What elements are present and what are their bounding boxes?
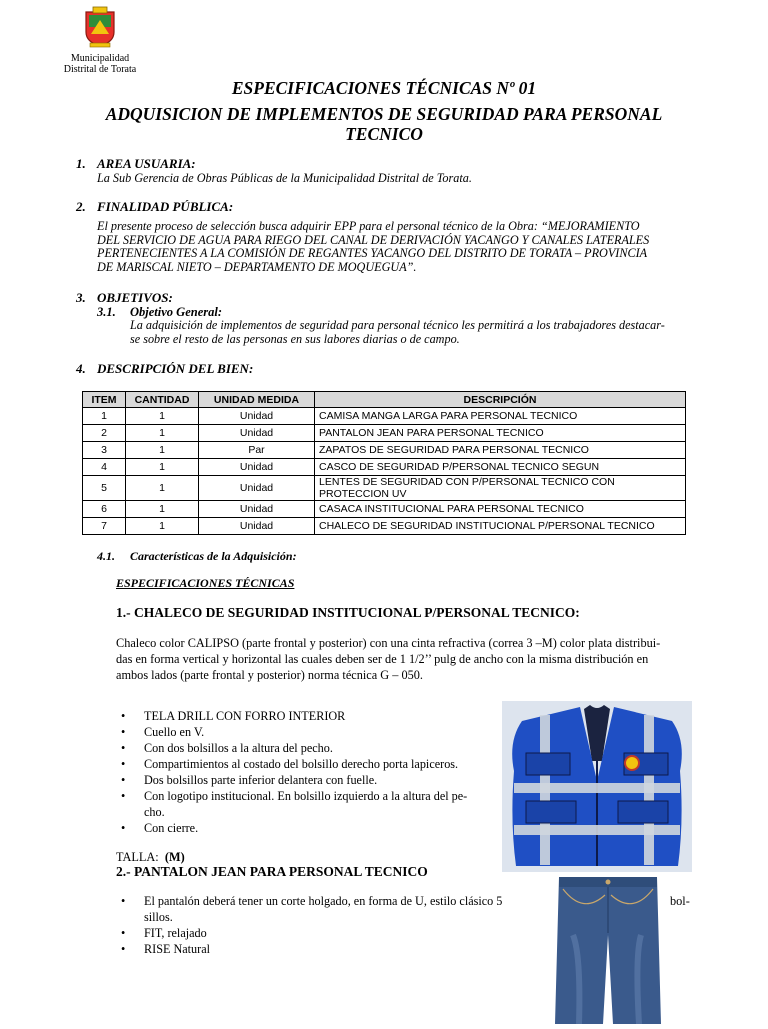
section-3-paragraph: [130, 319, 698, 346]
cell-cantidad: 1: [126, 442, 199, 459]
list-item: • TELA DRILL CON FORRO INTERIOR: [116, 708, 496, 724]
vest-photo: [502, 701, 692, 872]
section-2-number: 2.: [76, 199, 86, 214]
jeans-photo: [553, 875, 663, 1024]
table-row: [83, 501, 686, 518]
cell-item: 1: [83, 408, 126, 425]
table-row: [83, 408, 686, 425]
list-item: • Con dos bolsillos a la altura del pecho.: [116, 740, 496, 756]
cell-unidad: Unidad: [199, 518, 315, 535]
column-header-item: ITEM: [83, 392, 126, 408]
org-name-line1: Municipalidad: [70, 53, 130, 64]
column-header-unidad-medida: UNIDAD MEDIDA: [199, 392, 315, 408]
cell-cantidad: 1: [126, 518, 199, 535]
column-header-cantidad: CANTIDAD: [126, 392, 199, 408]
item-1-line: Chaleco color CALIPSO (parte frontal y posterior) con una cinta refractiva (correa 3 –M) color plata distribui-: [116, 636, 661, 650]
cell-item: 2: [83, 425, 126, 442]
coat-of-arms-icon: [82, 6, 118, 48]
list-item: • RISE Natural: [116, 941, 546, 957]
subsection-4-1-number: 4.1.: [97, 549, 115, 563]
section-3-heading: OBJETIVOS:: [97, 290, 173, 305]
section-2-line: DE MARISCAL NIETO – DEPARTAMENTO DE MOQUEGUA”.: [97, 259, 417, 274]
cell-cantidad: 1: [126, 408, 199, 425]
cell-item: 6: [83, 501, 126, 518]
list-item: • Cuello en V.: [116, 724, 496, 740]
section-1-number: 1.: [76, 156, 86, 171]
table-row: [83, 459, 686, 476]
item-2-heading: 2.- PANTALON JEAN PARA PERSONAL TECNICO: [116, 864, 428, 879]
jean-features-list: [116, 893, 546, 957]
subsection-4-1-heading: Características de la Adquisición:: [130, 549, 297, 563]
list-item-text: El pantalón deberá tener un corte holgado, en forma de U, estilo clásico 5: [144, 894, 503, 908]
list-item-hyphenation: bol-: [670, 894, 690, 908]
table-row: [83, 476, 686, 501]
cell-descripcion: CAMISA MANGA LARGA PARA PERSONAL TECNICO: [315, 408, 686, 425]
cell-unidad: Par: [199, 442, 315, 459]
cell-unidad: Unidad: [199, 501, 315, 518]
size-value: (M): [164, 850, 185, 864]
cell-descripcion: PANTALON JEAN PARA PERSONAL TECNICO: [315, 425, 686, 442]
table-row: [83, 518, 686, 535]
cell-unidad: Unidad: [199, 425, 315, 442]
safety-vest-image: [502, 701, 692, 872]
org-name-line2: Distrital de Torata: [63, 64, 137, 75]
section-3-1-number: 3.1.: [97, 305, 116, 319]
list-item: • Dos bolsillos parte inferior delantera con fuelle.: [116, 772, 496, 788]
document-subtitle-line1: ADQUISICION DE IMPLEMENTOS DE SEGURIDAD PARA PERSONAL: [105, 104, 663, 124]
list-item: • Con cierre.: [116, 820, 496, 836]
section-1-heading: AREA USUARIA:: [97, 156, 196, 171]
cell-descripcion: ZAPATOS DE SEGURIDAD PARA PERSONAL TECNICO: [315, 442, 686, 459]
column-header-descripcion: DESCRIPCIÓN: [315, 392, 686, 408]
item-1-paragraph: [116, 635, 688, 683]
cell-item: 5: [83, 476, 126, 501]
vest-features-list: [116, 708, 496, 836]
cell-item: 4: [83, 459, 126, 476]
item-1-line: das en forma vertical y horizontal las cuales deben ser de 1 1/2’’ pulg de ancho con la misma distribución en: [116, 652, 649, 666]
cell-cantidad: 1: [126, 425, 199, 442]
section-2-heading: FINALIDAD PÚBLICA:: [97, 199, 234, 214]
cell-item: 7: [83, 518, 126, 535]
item-1-heading: 1.- CHALECO DE SEGURIDAD INSTITUCIONAL P/PERSONAL TECNICO:: [116, 605, 580, 620]
cell-cantidad: 1: [126, 459, 199, 476]
document-subtitle-line2: TECNICO: [345, 124, 423, 144]
technical-specs-label: ESPECIFICACIONES TÉCNICAS: [116, 576, 295, 590]
size-label-text: TALLA:: [116, 850, 159, 864]
section-2-line: DEL SERVICIO DE AGUA PARA RIEGO DEL CANAL DE DERIVACIÓN YACANGO Y CANALES LATERALES: [97, 232, 650, 247]
list-item: • FIT, relajado: [116, 925, 546, 941]
list-item: • Compartimientos al costado del bolsillo derecho porta lapiceros.: [116, 756, 496, 772]
list-item: • Con logotipo institucional. En bolsillo izquierdo a la altura del pe- cho.: [116, 788, 496, 820]
cell-descripcion: CHALECO DE SEGURIDAD INSTITUCIONAL P/PERSONAL TECNICO: [315, 518, 686, 535]
cell-item: 3: [83, 442, 126, 459]
section-2-paragraph: [97, 220, 697, 274]
table-header-row: [83, 392, 686, 408]
section-4-heading: DESCRIPCIÓN DEL BIEN:: [97, 361, 254, 376]
cell-descripcion: CASACA INSTITUCIONAL PARA PERSONAL TECNICO: [315, 501, 686, 518]
cell-unidad: Unidad: [199, 476, 315, 501]
cell-unidad: Unidad: [199, 408, 315, 425]
cell-unidad: Unidad: [199, 459, 315, 476]
section-2-line: El presente proceso de selección busca adquirir EPP para el personal técnico de la Obra: “MEJORAMIENTO: [97, 219, 640, 233]
cell-cantidad: 1: [126, 501, 199, 518]
section-3-number: 3.: [76, 290, 86, 305]
section-2-line: PERTENECIENTES A LA COMISIÓN DE REGANTES YACANGO DEL DISTRITO DE TORATA – PROVINCIA: [97, 246, 648, 260]
cell-cantidad: 1: [126, 476, 199, 501]
section-4-number: 4.: [76, 361, 86, 376]
document-title: ESPECIFICACIONES TÉCNICAS Nº 01: [231, 78, 537, 98]
cell-descripcion: CASCO DE SEGURIDAD P/PERSONAL TECNICO SEGUN: [315, 459, 686, 476]
cell-descripcion: LENTES DE SEGURIDAD CON P/PERSONAL TECNICO CON PROTECCION UV: [315, 476, 686, 501]
size-label: [116, 849, 185, 865]
item-1-line: ambos lados (parte frontal y posterior) norma técnica G – 050.: [116, 668, 423, 682]
list-item-text-continued: sillos.: [144, 910, 173, 924]
list-item: [116, 893, 546, 925]
table-row: [83, 425, 686, 442]
jeans-image: [553, 875, 663, 1024]
section-3-line: se sobre el resto de las personas en sus labores diarias o de campo.: [130, 331, 460, 346]
table-row: [83, 442, 686, 459]
municipality-logo: [58, 6, 142, 75]
section-1-text: La Sub Gerencia de Obras Públicas de la Municipalidad Distrital de Torata.: [97, 171, 472, 185]
section-3-line: La adquisición de implementos de seguridad para personal técnico les permitirá a los trabajadores destacar-: [130, 318, 665, 332]
items-table: [82, 391, 686, 535]
section-3-1-heading: Objetivo General:: [130, 305, 222, 319]
